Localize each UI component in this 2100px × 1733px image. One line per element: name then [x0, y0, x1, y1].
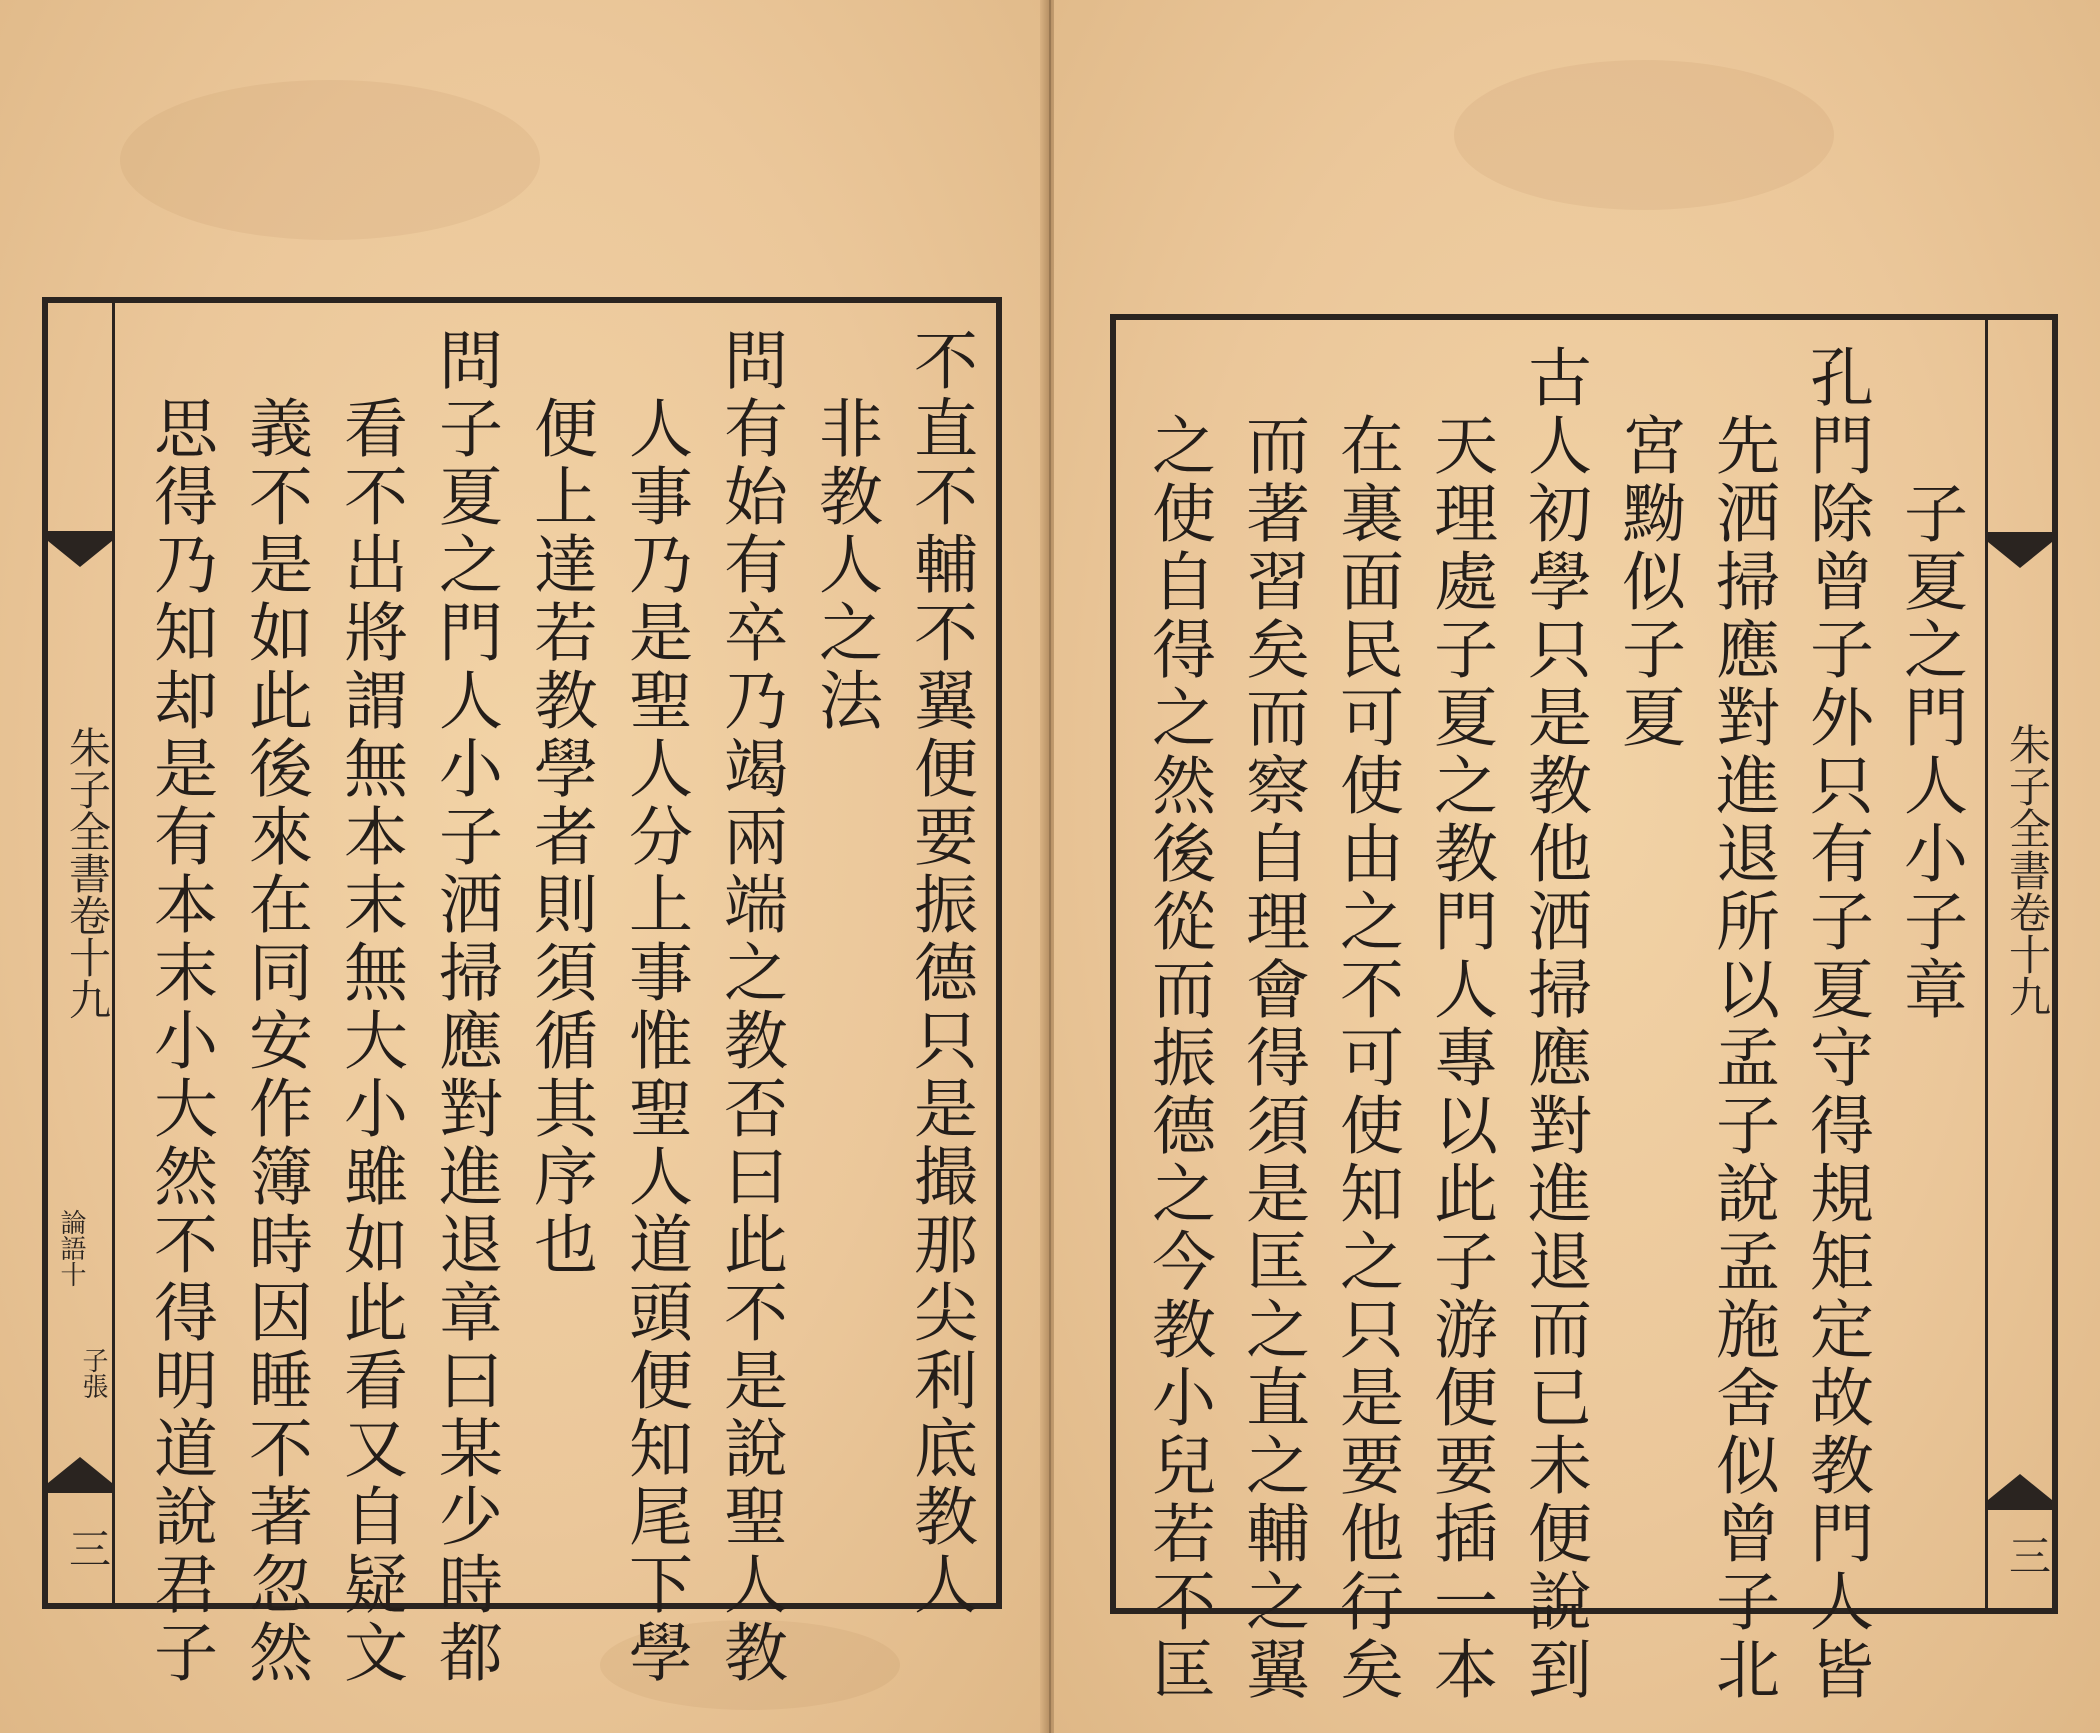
text-column-6: 在裏面民可使由之不可使知之只是要他行矣 [1329, 412, 1403, 1704]
text-column-2: 非教人之法 [808, 395, 882, 735]
text-column-5: 便上達若教學者則須循其序也 [523, 395, 597, 1279]
left-page-band [48, 303, 115, 1603]
text-column-1: 孔門除曾子外只有子夏守得規矩定故教門人皆 [1799, 344, 1873, 1704]
left-page-frame [42, 297, 1002, 1687]
text-column-4: 人事乃是聖人分上事惟聖人道頭便知尾下學 [618, 395, 692, 1687]
paper-stain [1454, 60, 1834, 210]
text-column-1: 不直不輔不翼便要振德只是撮那尖利底教人 [903, 327, 977, 1619]
band-page-number: 三 [63, 1527, 112, 1569]
text-column-3: 問有始有卒乃竭兩端之教否曰此不是說聖人教 [713, 327, 787, 1687]
text-column-4: 古人初學只是教他洒掃應對進退而已未便說到 [1517, 344, 1591, 1704]
fishtail-ornament-icon [1988, 1470, 2052, 1510]
right-page [1054, 0, 2100, 1733]
right-page-frame [1110, 314, 2058, 1704]
right-page-band [1985, 320, 2052, 1608]
band-book-title: 朱子全書卷十九 [63, 726, 112, 1020]
fishtail-ornament-icon [48, 531, 112, 571]
text-column-7: 而著習矣而察自理會得須是匡之直之輔之翼 [1235, 412, 1309, 1704]
text-column-9: 思得乃知却是有本末小大然不得明道說君子 [143, 395, 217, 1687]
chapter-heading: 子夏之門人小子章 [1893, 480, 1967, 1024]
text-column-8: 之使自得之然後從而振德之今教小兒若不匡 [1141, 412, 1215, 1704]
text-column-3: 宮黝似子夏 [1611, 412, 1685, 752]
text-column-8: 義不是如此後來在同安作簿時因睡不著忽然 [238, 395, 312, 1687]
paper-stain [120, 80, 540, 240]
band-page-number: 三 [2003, 1534, 2052, 1576]
text-column-5: 天理處子夏之教門人專以此子游便要插一本 [1423, 412, 1497, 1704]
left-page [0, 0, 1046, 1733]
band-section-label: 論語十 [56, 1209, 86, 1287]
fishtail-ornament-icon [48, 1453, 112, 1493]
band-book-title: 朱子全書卷十九 [2003, 723, 2052, 1017]
left-text-block [128, 327, 982, 1687]
text-column-7: 看不出將謂無本末無大小雖如此看又自疑文 [333, 395, 407, 1687]
band-chapter-label: 子張 [78, 1347, 108, 1399]
text-column-2: 先洒掃應對進退所以孟子說孟施舍似曾子北 [1705, 412, 1779, 1704]
text-column-6: 問子夏之門人小子洒掃應對進退章曰某少時都 [428, 327, 502, 1687]
fishtail-ornament-icon [1988, 532, 2052, 572]
right-text-block [1130, 344, 1972, 1704]
